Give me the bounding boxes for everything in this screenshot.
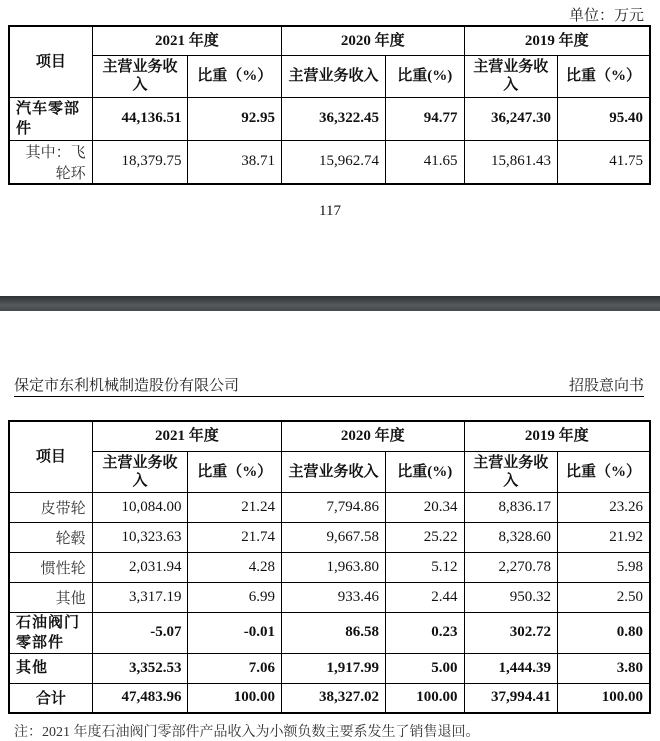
header-share-2021: 比重（%） xyxy=(188,451,282,492)
cell-share-2021: 6.99 xyxy=(188,582,282,612)
header-year-2019: 2019 年度 xyxy=(464,421,650,451)
cell-revenue-2019: 8,328.60 xyxy=(464,522,558,552)
header-share-2020: 比重(%) xyxy=(385,451,464,492)
table-row xyxy=(9,97,650,140)
header-share-2020: 比重(%) xyxy=(385,55,464,97)
cell-revenue-2019: 950.32 xyxy=(464,582,558,612)
cell-revenue-2021: -5.07 xyxy=(92,612,188,653)
cell-share-2021: -0.01 xyxy=(188,612,282,653)
cell-share-2019: 3.80 xyxy=(558,653,650,683)
cell-share-2020: 41.65 xyxy=(385,140,464,184)
cell-revenue-2021: 10,084.00 xyxy=(92,492,188,522)
cell-share-2020: 20.34 xyxy=(385,492,464,522)
header-revenue-2020: 主营业务收入 xyxy=(282,55,386,97)
header-revenue-2019: 主营业务收入 xyxy=(464,55,558,97)
cell-revenue-2019: 37,994.41 xyxy=(464,683,558,713)
cell-share-2021: 21.24 xyxy=(188,492,282,522)
cell-revenue-2019: 302.72 xyxy=(464,612,558,653)
cell-revenue-2019: 15,861.43 xyxy=(464,140,558,184)
header-row-years xyxy=(9,421,650,451)
cell-revenue-2021: 47,483.96 xyxy=(92,683,188,713)
header-share-2021: 比重（%） xyxy=(188,55,282,97)
document-type: 招股意向书 xyxy=(568,378,644,394)
footnote: 注：2021 年度石油阀门零部件产品收入为小额负数主要系发生了销售退回。 xyxy=(14,725,480,740)
cell-revenue-2019: 2,270.78 xyxy=(464,552,558,582)
cell-revenue-2019: 1,444.39 xyxy=(464,653,558,683)
table-row xyxy=(9,492,650,522)
cell-share-2020: 5.12 xyxy=(385,552,464,582)
table-row-total xyxy=(9,683,650,713)
header-row-years xyxy=(9,26,650,55)
cell-revenue-2021: 2,031.94 xyxy=(92,552,188,582)
row-label: 皮带轮 xyxy=(9,492,92,522)
cell-share-2019: 41.75 xyxy=(558,140,650,184)
cell-share-2021: 100.00 xyxy=(188,683,282,713)
table-row xyxy=(9,140,650,184)
cell-revenue-2020: 86.58 xyxy=(282,612,386,653)
cell-revenue-2020: 36,322.45 xyxy=(282,97,386,140)
table-row xyxy=(9,552,650,582)
table-row xyxy=(9,582,650,612)
cell-revenue-2020: 38,327.02 xyxy=(282,683,386,713)
cell-revenue-2020: 933.46 xyxy=(282,582,386,612)
table-row xyxy=(9,653,650,683)
cell-share-2020: 0.23 xyxy=(385,612,464,653)
cell-revenue-2021: 3,317.19 xyxy=(92,582,188,612)
cell-share-2020: 94.77 xyxy=(385,97,464,140)
header-revenue-2019: 主营业务收入 xyxy=(464,451,558,492)
row-label: 惯性轮 xyxy=(9,552,92,582)
page-separator xyxy=(0,296,660,311)
header-row-sub xyxy=(9,451,650,492)
row-label: 石油阀门零部件 xyxy=(9,612,92,653)
cell-share-2019: 23.26 xyxy=(558,492,650,522)
page-header xyxy=(14,372,644,397)
header-item: 项目 xyxy=(9,26,92,97)
cell-revenue-2021: 44,136.51 xyxy=(92,97,188,140)
table-row xyxy=(9,522,650,552)
header-year-2020: 2020 年度 xyxy=(282,26,464,55)
header-share-2019: 比重（%） xyxy=(558,451,650,492)
header-item: 项目 xyxy=(9,421,92,492)
cell-revenue-2019: 36,247.30 xyxy=(464,97,558,140)
table-row xyxy=(9,612,650,653)
cell-share-2019: 2.50 xyxy=(558,582,650,612)
cell-share-2020: 5.00 xyxy=(385,653,464,683)
row-label: 合计 xyxy=(9,683,92,713)
company-name: 保定市东利机械制造股份有限公司 xyxy=(14,378,240,394)
header-revenue-2021: 主营业务收入 xyxy=(92,451,188,492)
cell-share-2019: 0.80 xyxy=(558,612,650,653)
revenue-table-continued xyxy=(8,25,651,185)
row-label: 轮毂 xyxy=(9,522,92,552)
cell-revenue-2020: 1,963.80 xyxy=(282,552,386,582)
page-number: 117 xyxy=(319,203,341,219)
cell-share-2019: 21.92 xyxy=(558,522,650,552)
header-row-sub xyxy=(9,55,650,97)
cell-revenue-2020: 1,917.99 xyxy=(282,653,386,683)
cell-revenue-2021: 3,352.53 xyxy=(92,653,188,683)
row-label: 其他 xyxy=(9,582,92,612)
cell-share-2021: 4.28 xyxy=(188,552,282,582)
cell-share-2021: 21.74 xyxy=(188,522,282,552)
row-label: 其他 xyxy=(9,653,92,683)
cell-share-2021: 7.06 xyxy=(188,653,282,683)
cell-share-2019: 100.00 xyxy=(558,683,650,713)
row-label: 其中：飞轮环 xyxy=(9,140,92,184)
cell-revenue-2020: 15,962.74 xyxy=(282,140,386,184)
header-year-2019: 2019 年度 xyxy=(464,26,650,55)
cell-revenue-2020: 7,794.86 xyxy=(282,492,386,522)
cell-share-2020: 25.22 xyxy=(385,522,464,552)
header-share-2019: 比重（%） xyxy=(558,55,650,97)
header-revenue-2020: 主营业务收入 xyxy=(282,451,386,492)
row-label: 汽车零部件 xyxy=(9,97,92,140)
cell-share-2019: 95.40 xyxy=(558,97,650,140)
header-year-2021: 2021 年度 xyxy=(92,26,281,55)
cell-revenue-2021: 18,379.75 xyxy=(92,140,188,184)
cell-share-2019: 5.98 xyxy=(558,552,650,582)
cell-share-2021: 38.71 xyxy=(188,140,282,184)
cell-share-2021: 92.95 xyxy=(188,97,282,140)
cell-share-2020: 100.00 xyxy=(385,683,464,713)
unit-label: 单位：万元 xyxy=(568,8,644,24)
cell-share-2020: 2.44 xyxy=(385,582,464,612)
header-revenue-2021: 主营业务收入 xyxy=(92,55,188,97)
header-year-2021: 2021 年度 xyxy=(92,421,281,451)
revenue-by-product-table xyxy=(8,420,651,714)
cell-revenue-2021: 10,323.63 xyxy=(92,522,188,552)
header-year-2020: 2020 年度 xyxy=(282,421,464,451)
cell-revenue-2020: 9,667.58 xyxy=(282,522,386,552)
cell-revenue-2019: 8,836.17 xyxy=(464,492,558,522)
